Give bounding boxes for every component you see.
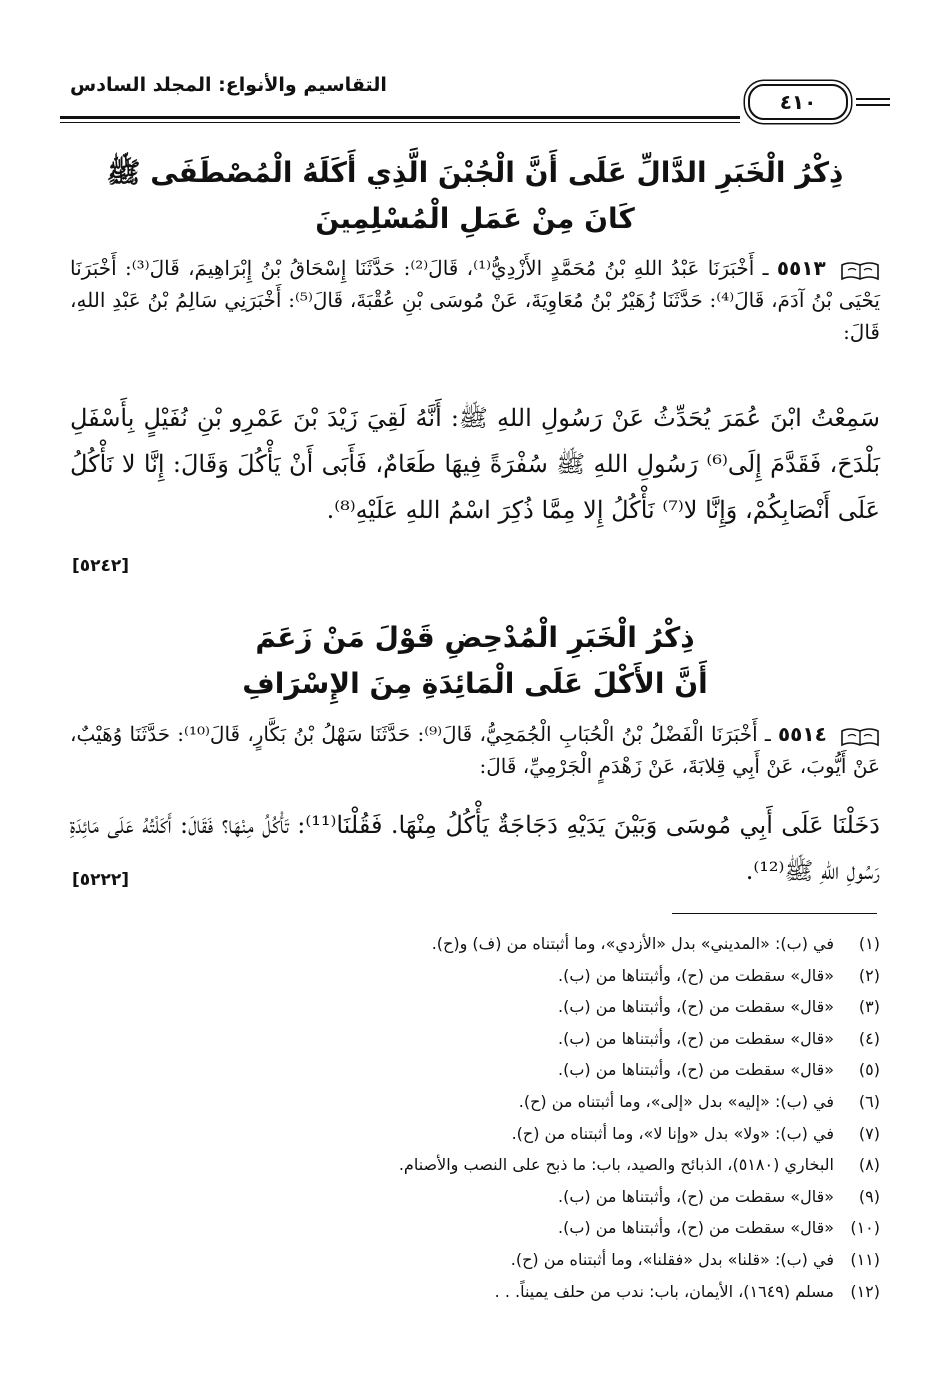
hadith-1-isnad-block (70, 252, 880, 348)
footnote-text: «قال» سقطت من (ح)، وأثبتناها من (ب). (558, 1218, 834, 1238)
footnote-number: (٦) (858, 1091, 880, 1111)
footnote-number: (٨) (858, 1155, 880, 1175)
footnote-item (100, 1276, 880, 1308)
footnote-text: في (ب): «المديني» بدل «الأزدي»، وما أثبتناه من (ف) و(ح). (431, 934, 834, 953)
hadith-1-matn: سَمِعْتُ ابْنَ عُمَرَ يُحَدِّثُ عَنْ رَسُولِ اللهِ ﷺ: أَنَّهُ لَقِيَ زَيْدَ بْنَ عَمْرِو بْنِ نُفَيْلٍ بِأَسْفَلِ بَلْدَحَ، فَقَدَّمَ إِلَى⁽⁶⁾ رَسُولِ اللهِ ﷺ سُفْرَةً فِيهَا طَعَامٌ، فَأَبَى أَنْ يَأْكُلَ وَقَالَ: إِنَّا لا نَأْكُلُ عَلَى أَنْصَابِكُمْ، وَإِنَّا لا⁽⁷⁾ نَأْكُلُ إِلا مِمَّا ذُكِرَ اسْمُ اللهِ عَلَيْهِ⁽⁸⁾. (70, 404, 881, 524)
section-title-2-line-2: أَنَّ الأَكْلَ عَلَى الْمَائِدَةِ مِنَ الإِسْرَافِ (242, 667, 708, 700)
footnote-item (100, 928, 880, 960)
header-rule-right-top (856, 98, 890, 100)
footnote-number: (٧) (858, 1123, 880, 1143)
section-title-1-line-2: كَانَ مِنْ عَمَلِ الْمُسْلِمِينَ (315, 202, 635, 235)
footnote-separator (672, 913, 877, 914)
section-title-2-line-1: ذِكْرُ الْخَبَرِ الْمُدْحِضِ قَوْلَ مَنْ زَعَمَ (255, 621, 695, 654)
footnote-item (100, 1086, 880, 1118)
hadith-2-reference: [٥٢٢٢] (72, 870, 130, 890)
page-header (60, 66, 890, 116)
footnote-text: في (ب): «قلنا» بدل «فقلنا»، وما أثبتناه من (ح). (510, 1249, 834, 1269)
footnote-number: (١١) (850, 1249, 880, 1269)
footnote-number: (١) (858, 934, 880, 953)
book-ornament-icon (840, 259, 880, 281)
footnote-text: مسلم (١٦٤٩)، الأيمان، باب: ندب من حلف يميناً. . . (494, 1281, 834, 1301)
footnotes-list (100, 928, 880, 1307)
footnote-number: (٩) (858, 1186, 880, 1206)
footnote-item (100, 1054, 880, 1086)
footnote-text: «قال» سقطت من (ح)، وأثبتناها من (ب). (558, 965, 834, 985)
hadith-2-isnad: ـ أَخْبَرَنَا الْفَضْلُ بْنُ الْحُبَابِ الْجُمَحِيُّ، قَالَ⁽⁹⁾: حَدَّثَنَا سَهْلُ بْنُ بَكَّارٍ، قَالَ⁽¹⁰⁾: حَدَّثَنَا وُهَيْبٌ، عَنْ أَيُّوبَ، عَنْ أَبِي قِلابَةَ، عَنْ زَهْدَمٍ الْجَرْمِيِّ، قَالَ: (70, 722, 880, 778)
footnote-item (100, 1244, 880, 1276)
section-title-1-line-1: ذِكْرُ الْخَبَرِ الدَّالِّ عَلَى أَنَّ الْجُبْنَ الَّذِي أَكَلَهُ الْمُصْطَفَى ﷺ (106, 156, 844, 189)
section-title-2 (80, 615, 870, 707)
footnote-text: «قال» سقطت من (ح)، وأثبتناها من (ب). (558, 1186, 834, 1206)
footnote-text: «قال» سقطت من (ح)، وأثبتناها من (ب). (558, 1028, 834, 1048)
footnote-number: (٥) (858, 1060, 880, 1080)
footnote-number: (١٠) (850, 1218, 880, 1238)
footnote-item (100, 1023, 880, 1055)
footnote-item (100, 1149, 880, 1181)
footnote-text: «قال» سقطت من (ح)، وأثبتناها من (ب). (558, 997, 834, 1017)
section-title-1 (80, 150, 870, 242)
footnote-number: (٤) (858, 1028, 880, 1048)
book-ornament-icon (840, 725, 880, 747)
header-rule-right-bottom (856, 104, 890, 106)
footnote-number: (٢) (858, 965, 880, 985)
hadith-1-reference: [٥٢٤٢] (72, 556, 130, 576)
footnote-number: (٣) (858, 997, 880, 1017)
footnote-item (100, 1181, 880, 1213)
hadith-2-number: ٥٥١٤ (777, 722, 827, 746)
header-rule-thick (60, 116, 740, 119)
footnote-text: البخاري (٥١٨٠)، الذبائح والصيد، باب: ما ذبح على النصب والأصنام. (398, 1155, 834, 1175)
footnote-item (100, 960, 880, 992)
footnote-text: في (ب): «ولا» بدل «وإنا لا»، وما أثبتناه من (ح). (511, 1123, 834, 1143)
hadith-1-number: ٥٥١٣ (776, 256, 826, 280)
footnote-item (100, 1118, 880, 1150)
footnote-text: في (ب): «إليه» بدل «إلى»، وما أثبتناه من (ح). (518, 1091, 834, 1111)
hadith-2-isnad-block (70, 718, 880, 782)
footnote-number: (١٢) (850, 1281, 880, 1301)
hadith-2-matn: دَخَلْنَا عَلَى أَبِي مُوسَى وَبَيْنَ يَدَيْهِ دَجَاجَةٌ يَأْكُلُ مِنْهَا. فَقُلْنَا⁽¹¹⁾: تَأْكُلُ مِنْهَا؟ فَقَالَ: أَكَلْتُهُ عَلَى مَائِدَةِ رَسُولِ اللهِ ﷺ⁽¹²⁾. (70, 811, 880, 885)
running-title: التقاسيم والأنواع: المجلد السادس (70, 74, 387, 96)
footnote-item (100, 1212, 880, 1244)
footnote-item (100, 991, 880, 1023)
header-rule-thin (60, 122, 740, 123)
footnote-text: «قال» سقطت من (ح)، وأثبتناها من (ب). (558, 1060, 834, 1080)
page-number: ٤١٠ (748, 84, 848, 120)
hadith-1-isnad: ـ أَخْبَرَنَا عَبْدُ اللهِ بْنُ مُحَمَّدٍ الأَزْدِيُّ⁽¹⁾، قَالَ⁽²⁾: حَدَّثَنَا إِسْحَاقُ بْنُ إِبْرَاهِيمَ، قَالَ⁽³⁾: أَخْبَرَنَا يَحْيَى بْنُ آدَمَ، قَالَ⁽⁴⁾: حَدَّثَنَا زُهَيْرُ بْنُ مُعَاوِيَةَ، عَنْ مُوسَى بْنِ عُقْبَةَ، قَالَ⁽⁵⁾: أَخْبَرَنِي سَالِمُ بْنُ عَبْدِ اللهِ، قَالَ: (70, 256, 880, 344)
